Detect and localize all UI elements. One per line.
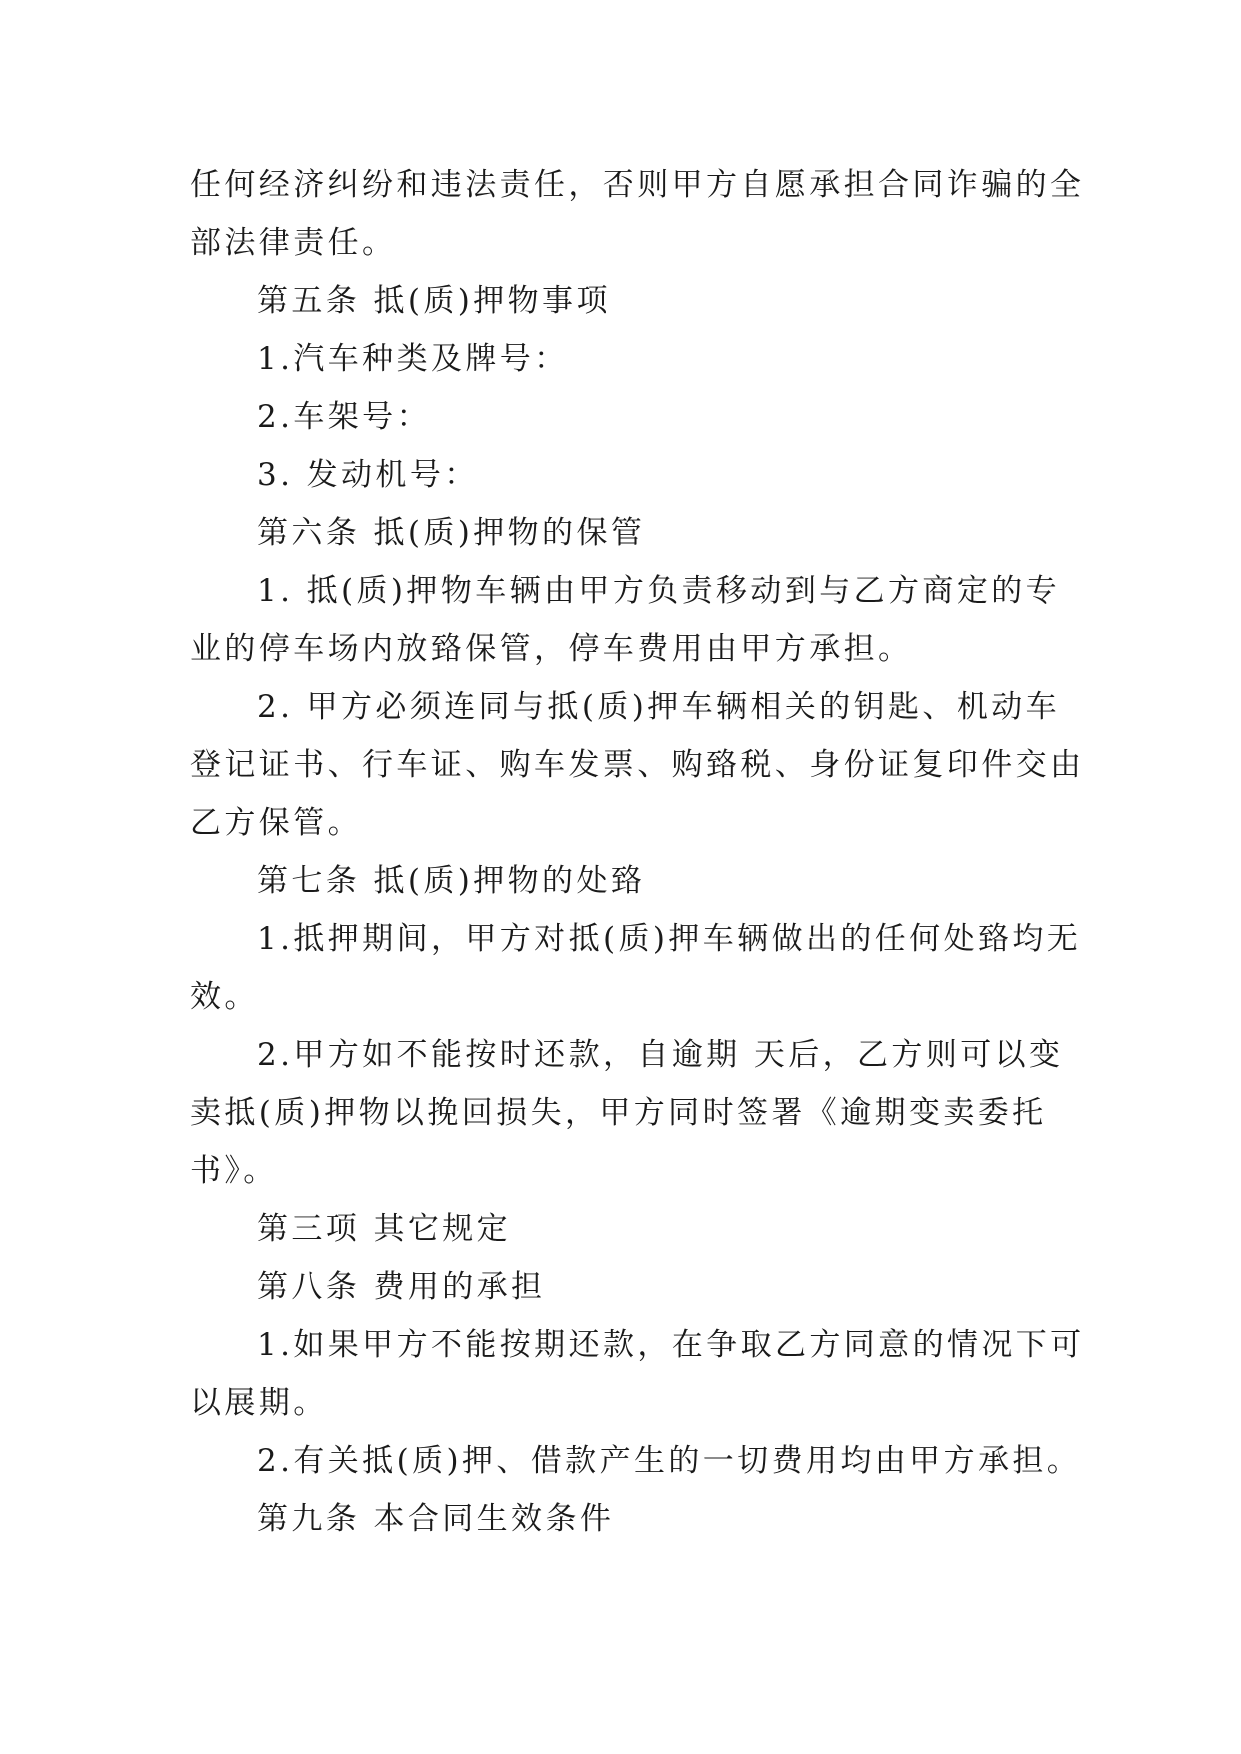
list-item: 2.甲方如不能按时还款，自逾期 天后，乙方则可以变 [257,1037,1064,1073]
body-text-line: 书》。 [190,1153,278,1189]
article-heading: 第六条 抵(质)押物的保管 [257,515,646,551]
list-item: 1.如果甲方不能按期还款，在争取乙方同意的情况下可 [257,1327,1085,1363]
body-text-line: 以展期。 [190,1385,328,1421]
section-heading: 第三项 其它规定 [257,1211,512,1247]
list-item: 2. 甲方必须连同与抵(质)押车辆相关的钥匙、机动车 [257,689,1061,725]
body-text-line: 卖抵(质)押物以挽回损失，甲方同时签署《逾期变卖委托 [190,1095,1047,1131]
list-item: 1. 抵(质)押物车辆由甲方负责移动到与乙方商定的专 [257,573,1061,609]
body-text-line: 乙方保管。 [190,805,362,841]
list-item: 1.汽车种类及牌号： [257,341,569,377]
article-heading: 第八条 费用的承担 [257,1269,546,1305]
article-heading: 第九条 本合同生效条件 [257,1501,615,1537]
list-item: 3. 发动机号： [257,457,479,493]
body-text-line: 效。 [190,979,259,1015]
body-text-line: 登记证书、行车证、购车发票、购臵税、身份证复印件交由 [190,747,1085,783]
list-item: 2.有关抵(质)押、借款产生的一切费用均由甲方承担。 [257,1443,1082,1479]
list-item: 1.抵押期间，甲方对抵(质)押车辆做出的任何处臵均无 [257,921,1082,957]
article-heading: 第七条 抵(质)押物的处臵 [257,863,646,899]
list-item: 2.车架号： [257,399,431,435]
body-text-line: 部法律责任。 [190,225,397,261]
article-heading: 第五条 抵(质)押物事项 [257,283,611,319]
body-text-line: 任何经济纠纷和违法责任，否则甲方自愿承担合同诈骗的全 [190,167,1085,203]
body-text-line: 业的停车场内放臵保管，停车费用由甲方承担。 [190,631,913,667]
